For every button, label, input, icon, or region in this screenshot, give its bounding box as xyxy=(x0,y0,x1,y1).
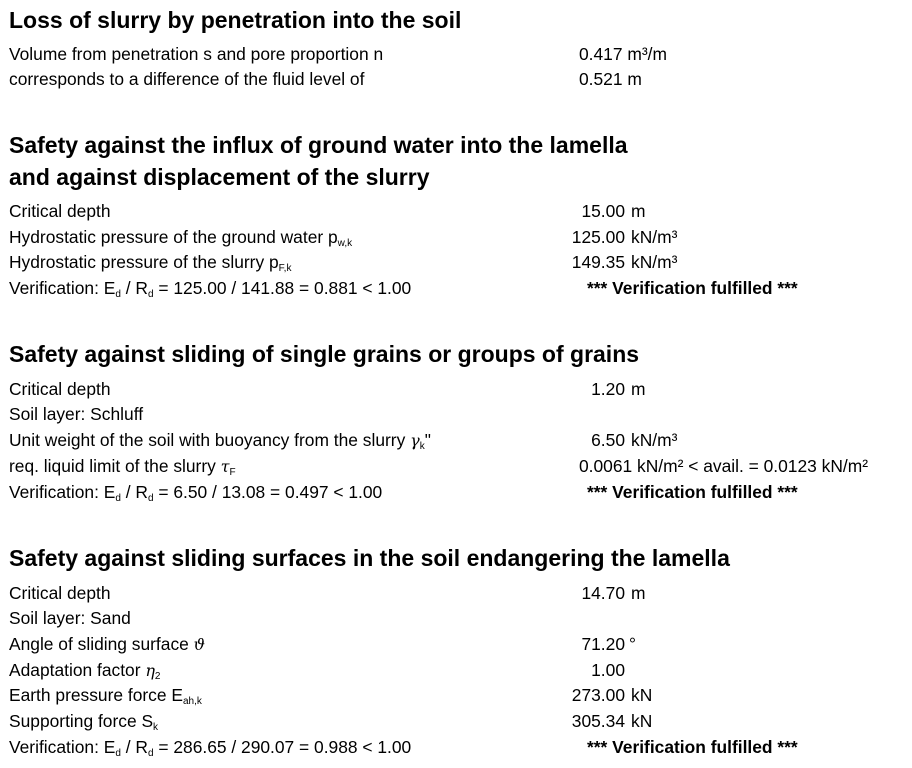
section-title-sliding-surfaces: Safety against sliding surfaces in the soil endangering the lamella xyxy=(9,545,730,571)
row-unit: kN/m³ xyxy=(631,227,678,247)
row-verification xyxy=(9,480,909,505)
row-label: corresponds to a difference of the fluid level of xyxy=(9,69,365,89)
row-label: Critical depth xyxy=(9,379,111,399)
row-critical-depth xyxy=(9,199,909,224)
row-unit: m xyxy=(631,379,646,399)
row-value: 1.20 xyxy=(591,379,625,399)
row-soil-layer xyxy=(9,606,909,631)
row-unit: kN xyxy=(631,685,653,705)
section-title-grain-sliding: Safety against sliding of single grains or groups of grains xyxy=(9,341,640,367)
verification-formula: Verification: $E_d / R_d = 286.65 / 290.07 = 0.988 < 1.00$ xyxy=(9,737,412,759)
row-value: 15.00 xyxy=(581,201,625,221)
verification-formula: Verification: $E_d / R_d = 6.50 / 13.08 = 0.497 < 1.00$ xyxy=(9,482,383,504)
row-slurry-pressure xyxy=(9,250,909,275)
row-unit: kN/m³ xyxy=(631,252,678,272)
verification-result: *** Verification fulfilled *** xyxy=(587,278,798,298)
row-value: 0.521 m xyxy=(579,69,642,89)
row-label: Hydrostatic pressure of the slurry $p_{F,k}$ xyxy=(9,252,292,274)
row-critical-depth xyxy=(9,581,909,606)
row-label: Adaptation factor $\eta_2$ xyxy=(9,660,161,682)
row-unit-weight xyxy=(9,428,909,453)
section-title-groundwater-influx-2: and against displacement of the slurry xyxy=(9,164,430,190)
row-label: Hydrostatic pressure of the ground water $p_{w,k}$ xyxy=(9,227,353,249)
verification-result: *** Verification fulfilled *** xyxy=(587,737,798,757)
row-label: Angle of sliding surface ϑ xyxy=(9,634,206,654)
row-soil-layer xyxy=(9,402,909,427)
row-label: Soil layer: Schluff xyxy=(9,404,144,424)
row-value: 273.00 xyxy=(571,685,625,705)
section-title-slurry-loss: Loss of slurry by penetration into the soil xyxy=(9,7,462,33)
row-label: Earth pressure force $E_{ah,k}$ xyxy=(9,685,202,707)
row-unit: ° xyxy=(629,634,636,654)
row-critical-depth xyxy=(9,377,909,402)
row-value: 0.0061 kN/m² < avail. = 0.0123 kN/m² xyxy=(579,456,869,476)
row-value: 14.70 xyxy=(581,583,625,603)
row-sliding-angle xyxy=(9,632,909,657)
row-supporting-force xyxy=(9,709,909,734)
verification-formula: Verification: $E_d / R_d = 125.00 / 141.88 = 0.881 < 1.00$ xyxy=(9,278,412,300)
row-groundwater-pressure xyxy=(9,225,909,250)
row-unit: m xyxy=(631,583,646,603)
section-title-groundwater-influx-1: Safety against the influx of ground water into the lamella xyxy=(9,132,628,158)
row-unit: kN xyxy=(631,711,653,731)
row-value: 125.00 xyxy=(571,227,625,247)
row-label: Unit weight of the soil with buoyancy from the slurry $\gamma_k$" xyxy=(9,430,431,452)
row-earth-pressure-force xyxy=(9,683,909,708)
row-label: Volume from penetration s and pore proportion n xyxy=(9,44,384,64)
row-adaptation-factor xyxy=(9,658,909,683)
row-value: 6.50 xyxy=(591,430,625,450)
row-value: 149.35 xyxy=(571,252,625,272)
row-label: Supporting force $S_k$ xyxy=(9,711,159,733)
row-label: Critical depth xyxy=(9,583,111,603)
row-penetration-volume xyxy=(9,42,909,67)
row-verification xyxy=(9,735,909,760)
row-label: Critical depth xyxy=(9,201,111,221)
row-fluid-level-difference xyxy=(9,67,909,92)
row-verification xyxy=(9,276,909,301)
row-label: Soil layer: Sand xyxy=(9,608,131,628)
row-liquid-limit xyxy=(9,454,909,479)
row-value: 0.417 m³/m xyxy=(579,44,667,64)
row-unit: kN/m³ xyxy=(631,430,678,450)
row-value: 71.20 xyxy=(581,634,625,654)
row-label: req. liquid limit of the slurry $\tau_F$ xyxy=(9,456,236,478)
verification-result: *** Verification fulfilled *** xyxy=(587,482,798,502)
row-value: 305.34 xyxy=(571,711,625,731)
row-unit: m xyxy=(631,201,646,221)
row-value: 1.00 xyxy=(591,660,625,680)
